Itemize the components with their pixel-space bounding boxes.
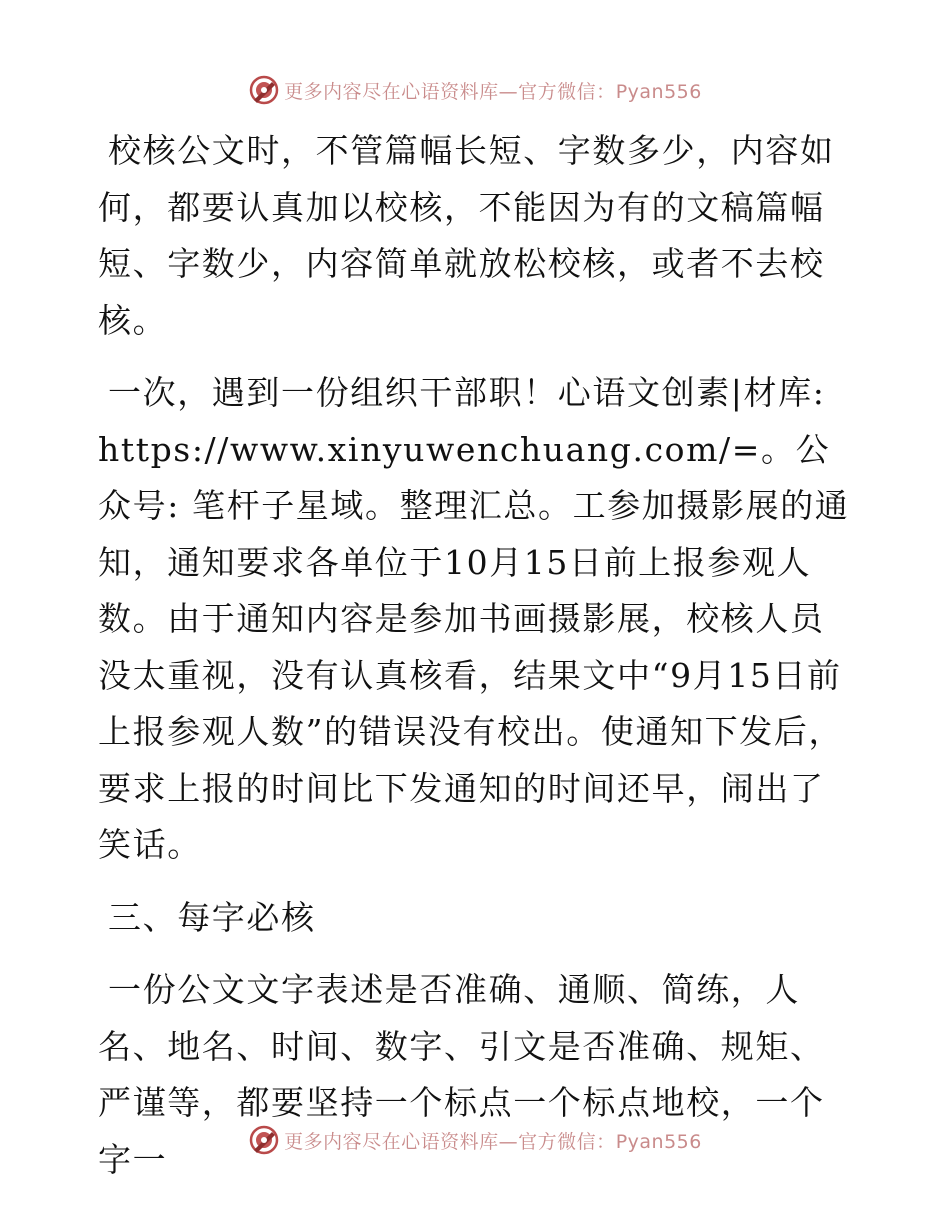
pen-seal-icon bbox=[248, 74, 280, 106]
pen-seal-icon bbox=[248, 1124, 280, 1156]
paragraph-1: 校核公文时，不管篇幅长短、字数多少，内容如何，都要认真加以校核，不能因为有的文稿篇幅短、字数少，内容简单就放松校核，或者不去校核。 bbox=[98, 131, 835, 340]
paragraph-3: 一份公文文字表述是否准确、通顺、简练，人名、地名、时间、数字、引文是否准确、规矩、严谨等，都要坚持一个标点一个标点地校，一个字一 bbox=[98, 970, 825, 1179]
section-heading: 三、每字必核 bbox=[108, 897, 316, 937]
document-body bbox=[98, 123, 850, 1204]
header-banner bbox=[248, 74, 702, 106]
footer-banner bbox=[248, 1124, 702, 1156]
paragraph-2: 一次，遇到一份组织干部职！心语文创素|材库: https://www.xinyuwenchuang.com/=。公众号: 笔杆子星域。整理汇总。工参加摄影展的通知，通知要求各单位于10月15日前上报参观人数。由于通知内容是参加书画摄影展，校核人员没太重视，没有认真核看，结果文中“9月15日前上报参观人数”的错误没有校出。使通知下发后，要求上报的时间比下发通知的时间还早，闹出了笑话。 bbox=[98, 373, 850, 864]
page-header bbox=[0, 70, 950, 110]
header-banner-text: 更多内容尽在心语资料库—官方微信：Pyan556 bbox=[284, 80, 702, 103]
footer-banner-text: 更多内容尽在心语资料库—官方微信：Pyan556 bbox=[284, 1130, 702, 1153]
page-footer bbox=[0, 1120, 950, 1160]
